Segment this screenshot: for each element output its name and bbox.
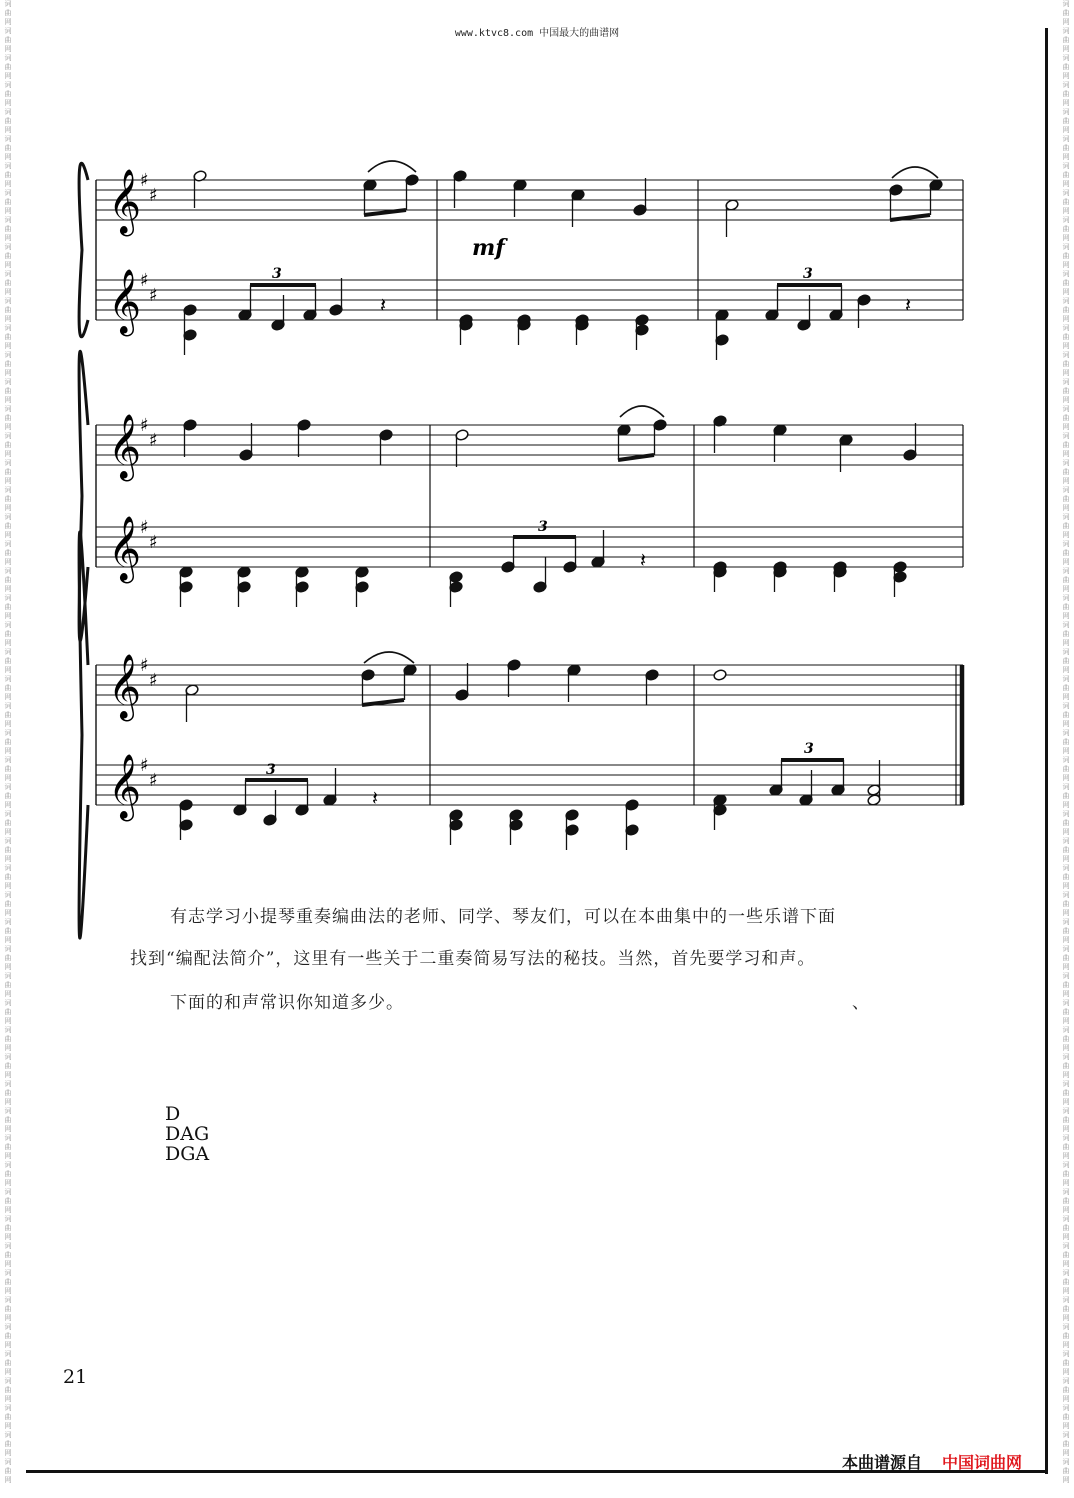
tuplet-label: 3 [804,741,814,757]
sharp-icon: ♯ [149,670,158,691]
chord-labels [165,1104,209,1164]
quarter-rest-icon: 𝄽 [372,786,379,810]
quarter-rest-icon: 𝄽 [640,548,647,572]
side-watermark-left: 词曲网词曲网词曲网词曲网词曲网词曲网词曲网词曲网词曲网词曲网词曲网词曲网词曲网词曲网词曲网词曲网词曲网词曲网词曲网词曲网词曲网词曲网词曲网词曲网词曲网词曲网词曲网词曲网词曲网词曲网词曲网词曲网词曲网词曲网词曲网词曲网词曲网词曲网词曲网词曲网词曲网词曲网词曲网词曲网词曲网词曲网词曲网词曲网词曲网词曲网词曲网词曲网词曲网词曲网词曲网 [4,0,12,1484]
slur [620,406,664,417]
brace [79,163,88,337]
sharp-icon: ♯ [140,755,149,776]
paragraph-1: 有志学习小提琴重奏编曲法的老师、同学、琴友们，可以在本曲集中的一些乐谱下面 [170,907,836,927]
chord-label: D [165,1103,181,1125]
sharp-icon: ♯ [140,655,149,676]
slur [364,652,414,663]
chord-label: DGA [165,1143,210,1165]
footer-site-name: 中国词曲网 [942,1453,1023,1472]
footer-source-label: 本曲谱源自 [842,1453,923,1472]
sharp-icon: ♯ [149,430,158,451]
sharp-icon: ♯ [149,185,158,206]
paragraph-2: 找到“编配法简介”，这里有一些关于二重奏简易写法的秘技。当然，首先要学习和声。 [130,949,816,969]
header-text: www.ktvc8.com 中国最大的曲谱网 [454,28,620,39]
quarter-rest-icon: 𝄽 [380,293,387,317]
tuplet-label: 3 [266,762,276,778]
paragraph-3-mark: 、 [852,993,870,1013]
treble-clef-icon: 𝄞 [108,754,142,819]
quarter-rest-icon: 𝄽 [905,293,912,317]
sharp-icon: ♯ [140,415,149,436]
treble-clef-icon: 𝄞 [108,169,142,234]
sharp-icon: ♯ [149,770,158,791]
treble-clef-icon: 𝄞 [108,269,142,334]
treble-clef-icon: 𝄞 [108,516,142,581]
tuplet-label: 3 [538,519,548,535]
tuplet-label: 3 [803,266,813,282]
treble-clef-icon: 𝄞 [108,414,142,479]
footer-source [842,1450,1022,1473]
note-head [713,669,727,682]
note-beam [364,210,406,215]
sharp-icon: ♯ [140,517,149,538]
sharp-icon: ♯ [149,532,158,553]
sharp-icon: ♯ [140,270,149,291]
slur [892,167,938,178]
tuplet-label: 3 [272,266,282,282]
slur [368,161,416,172]
dynamic-mark: mf [472,235,505,261]
note-beam [618,455,654,460]
sharp-icon: ♯ [140,170,149,191]
note-beam [362,700,404,705]
note-beam [890,215,930,220]
sharp-icon: ♯ [149,285,158,306]
side-watermark-right: 词曲网词曲网词曲网词曲网词曲网词曲网词曲网词曲网词曲网词曲网词曲网词曲网词曲网词曲网词曲网词曲网词曲网词曲网词曲网词曲网词曲网词曲网词曲网词曲网词曲网词曲网词曲网词曲网词曲网词曲网词曲网词曲网词曲网词曲网词曲网词曲网词曲网词曲网词曲网词曲网词曲网词曲网词曲网词曲网词曲网词曲网词曲网词曲网词曲网词曲网词曲网词曲网词曲网词曲网词曲网 [1062,0,1070,1484]
page-number: 21 [63,1366,88,1388]
chord-label: DAG [165,1123,210,1145]
paragraph-3: 下面的和声常识你知道多少。 [170,993,404,1013]
treble-clef-icon: 𝄞 [108,654,142,719]
